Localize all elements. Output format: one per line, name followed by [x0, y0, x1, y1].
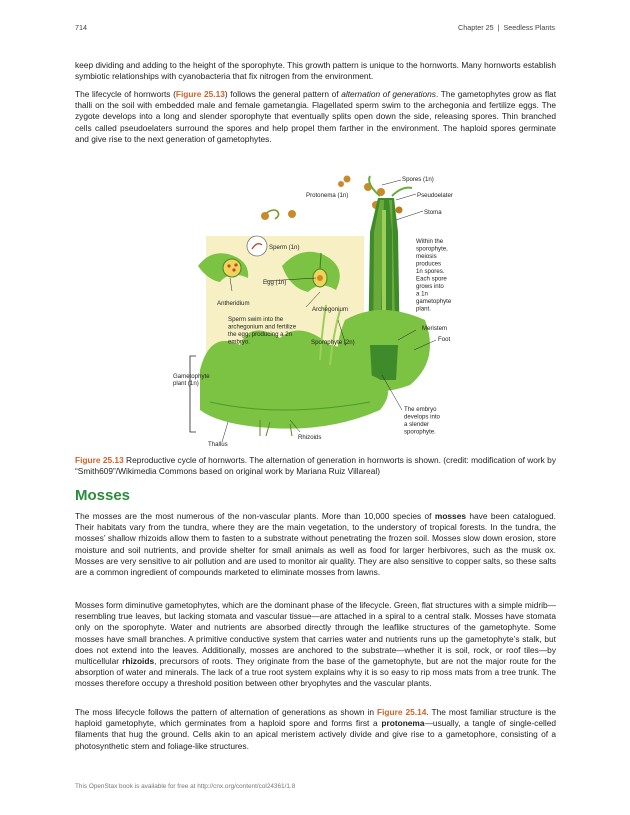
- emphasis-term: alternation of generations: [341, 89, 436, 99]
- svg-text:The embryo: The embryo: [404, 406, 437, 413]
- intro-paragraph-1: [75, 60, 556, 82]
- bold-term: protonema: [381, 718, 425, 729]
- text-run: The mosses are the most numerous of the non-vascular plants. More than 10,000 species of: [75, 511, 435, 521]
- text-run: , precursors of roots. They originate from the base of the gametophyte, but are not the major route for the absorption of water and minerals. The lack of a true root system explains why it is so easy to rip moss mats from a tree trunk. The mosses therefore occupy a threshold position between other bryophytes and the vascular plants.: [75, 656, 556, 689]
- text-run: The moss lifecycle follows the pattern of alternation of generations as shown in: [75, 707, 377, 717]
- svg-text:grows into: grows into: [416, 283, 444, 290]
- bold-term: mosses: [434, 511, 466, 521]
- label-gametophyte-1: Gametophyte: [173, 373, 210, 380]
- svg-text:sporophyte,: sporophyte,: [416, 245, 448, 253]
- heading-text: Mosses: [75, 487, 131, 504]
- text-run: . The most familiar structure is the haploid gametophyte, which germinates from a haploid spore and forms first a: [75, 707, 556, 729]
- section-heading: [75, 487, 556, 504]
- sperm-bubble: [247, 236, 267, 256]
- label-protonema: Protonema (1n): [306, 192, 349, 199]
- page-footer: This OpenStax book is available for free at http://cnx.org/content/col24361/1.8: [75, 783, 296, 790]
- label-swim-3: the egg, producing a 2n: [228, 331, 293, 338]
- label-swim-4: embryo.: [228, 338, 251, 346]
- label-thallus: Thallus: [208, 441, 228, 448]
- text-run: have been catalogued. Their habitats vary from the tundra, where they are the main vegetation, to the understory of tropical forests. In the tundra, the mosses’ shallow rhizoids allow them to fasten to a substrate without penetrating the frozen soil. Mosses slow down erosion, store moisture and soil nutrients, and provide shelter for small animals as well as food for larger herbivores, such as the musk ox. Mosses are very sensitive to air pollution and are used to monitor air quality. They are also sensitive to copper salts, so these salts are a common ingredient of compounds marketed to eliminate mosses from lawns.: [75, 511, 556, 578]
- section-label: Seedless Plants: [503, 23, 555, 32]
- mosses-paragraph-3: [75, 707, 556, 752]
- label-pseudoelater: Pseudoelater: [417, 192, 453, 199]
- label-within-sporophyte: [416, 238, 452, 313]
- svg-text:develops into: develops into: [404, 413, 440, 421]
- hornwort-lifecycle-figure: [170, 170, 470, 450]
- label-gametophyte-2: plant (1n): [173, 380, 199, 387]
- figure-caption: [75, 455, 556, 477]
- page-number: 714: [75, 23, 87, 32]
- bold-term: rhizoids: [122, 656, 155, 667]
- mosses-paragraph-2: [75, 600, 556, 690]
- svg-text:produces: produces: [416, 260, 442, 268]
- svg-text:1n spores.: 1n spores.: [416, 268, 445, 275]
- svg-text:plant.: plant.: [416, 305, 431, 313]
- text-run: —usually, a tangle of single-celled filaments that hug the ground. Cells akin to an apical meristem actively divide and give rise to a gametophore, consisting of a photosynthetic stem and foliage-like structures.: [75, 718, 556, 751]
- label-swim-1: Sperm swim into the: [228, 316, 284, 323]
- mosses-paragraph-1: [75, 511, 556, 578]
- svg-text:Each spore: Each spore: [416, 275, 447, 283]
- text-run: Mosses form diminutive gametophytes, which are the dominant phase of the lifecycle. Green, flat structures with a simple midrib—resembling true leaves, but lacking stomata and vascular tissue—are attached in a spiral to a central stalk. Mosses have stomata only on the sporophyte. Water and nutrients are absorbed directly through the leaflike structures of the gametophyte. Some mosses have small branches. A primitive conductive system that carries water and nutrients runs up the gametophyte’s stalk, but does not extend into the leaves. Additionally, mosses are anchored to the substrate—whether it is soil, rock, or roof tiles—by multicellular: [75, 600, 556, 667]
- label-antheridium: Antheridium: [217, 300, 250, 307]
- caption-text: Reproductive cycle of hornworts. The alternation of generation in hornworts is shown. (credit: modification of work by “Smith609”/Wikimedia Commons based on original work by Mariana Ruiz Villareal): [75, 455, 556, 477]
- protonema-icon: [261, 210, 279, 220]
- svg-text:sporophyte.: sporophyte.: [404, 428, 436, 436]
- svg-text:a 1n: a 1n: [416, 290, 428, 298]
- figure-link[interactable]: Figure 25.13: [175, 89, 225, 99]
- label-meristem: Meristem: [422, 325, 448, 332]
- running-header: Chapter 25 | Seedless Plants: [458, 23, 555, 32]
- label-spores: Spores (1n): [402, 176, 434, 183]
- text-run: The lifecycle of hornworts (: [75, 89, 176, 99]
- intro-paragraph-2: [75, 89, 556, 145]
- paragraph-text: keep dividing and adding to the height of the sporophyte. This growth pattern is unique to the hornworts. Many hornworts establish symbiotic relationships with cyanobacteria that fix nitrogen from the environment.: [75, 60, 556, 82]
- label-egg: Egg (1n): [263, 279, 287, 286]
- label-foot: Foot: [438, 336, 451, 343]
- label-swim-2: archegonium and fertilize: [228, 323, 297, 331]
- label-sperm: Sperm (1n): [269, 244, 300, 251]
- caption-label: Figure 25.13: [75, 455, 124, 465]
- label-embryo: [404, 406, 441, 436]
- label-stoma: Stoma: [424, 209, 442, 216]
- label-sporophyte: Sporophyte (2n): [311, 339, 355, 346]
- svg-text:a slender: a slender: [404, 421, 430, 428]
- svg-text:gametophyte: gametophyte: [416, 298, 452, 305]
- label-archegonium: Archegonium: [312, 306, 348, 313]
- svg-text:Within the: Within the: [416, 238, 444, 245]
- text-run: ) follows the general pattern of: [224, 89, 342, 99]
- svg-text:meiosis: meiosis: [416, 253, 437, 260]
- label-rhizoids: Rhizoids: [298, 434, 322, 441]
- figure-link[interactable]: Figure 25.14: [377, 707, 427, 717]
- text-run: . The gametophytes grow as flat thalli on the soil with embedded male and female gametangia. Flagellated sperm swim to the archegonia and fertilize eggs. The zygote develops into a long and slender sporophyte that eventually splits open down the side, releasing spores. Thin branched cells called pseudoelaters surround the spores and help propel them farther in the environment. The haploid spores germinate and give rise to the next generation of gametophytes.: [75, 89, 557, 144]
- chapter-label: Chapter 25: [458, 23, 494, 32]
